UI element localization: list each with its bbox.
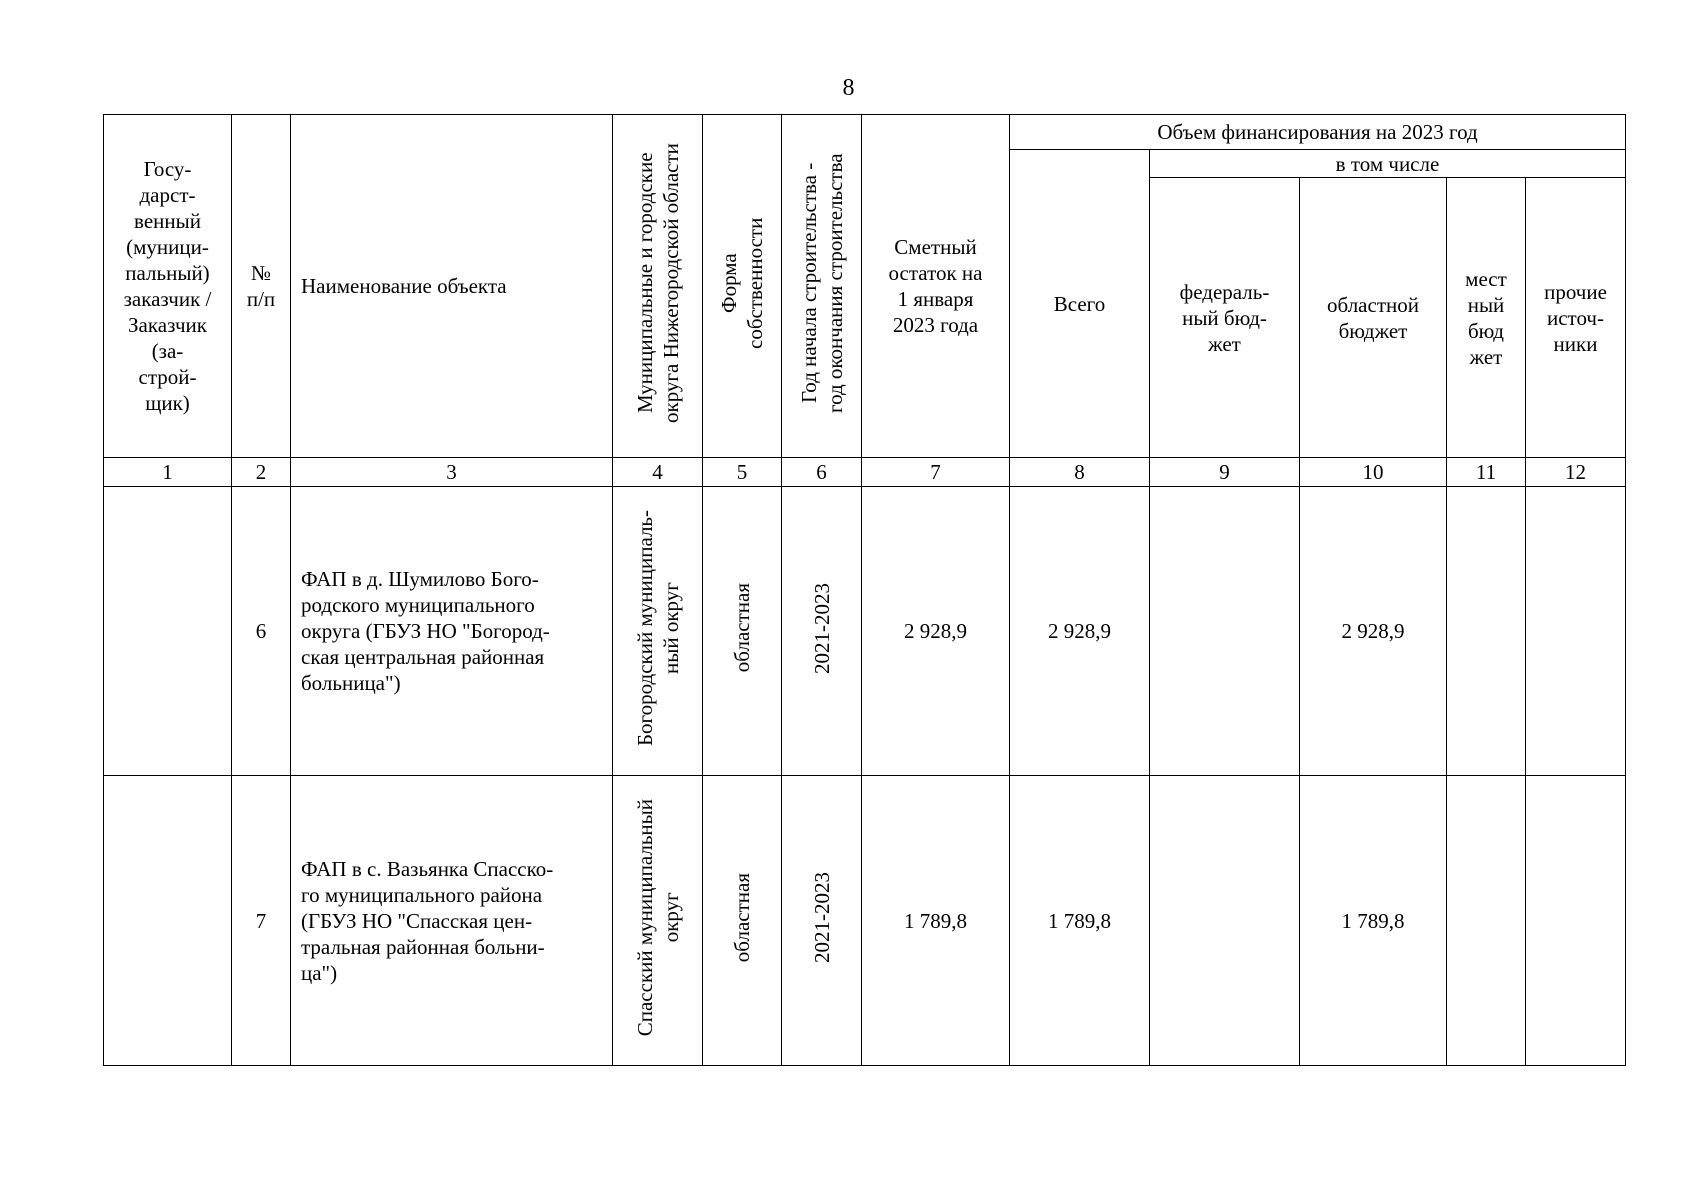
row-years	[782, 487, 862, 776]
row-number: 7	[232, 776, 291, 1066]
header-regional: областной бюджет	[1300, 178, 1447, 458]
column-number: 6	[782, 458, 862, 487]
column-number: 4	[613, 458, 703, 487]
row-total: 1 789,8	[1010, 776, 1150, 1066]
header-municipalities	[613, 115, 703, 458]
row-years-label: 2021-2023	[809, 872, 834, 963]
column-number: 10	[1300, 458, 1447, 487]
row-municipality	[613, 776, 703, 1066]
row-object-name: ФАП в с. Вазьянка Спасско- го муниципального района (ГБУЗ НО "Спасская цен- тральная районная больни- ца")	[291, 776, 613, 1066]
header-including: в том числе	[1150, 150, 1626, 178]
row-ownership-label: областная	[730, 583, 754, 673]
column-number: 7	[862, 458, 1010, 487]
page-number: 8	[842, 75, 855, 101]
header-estimate-balance: Сметный остаток на 1 января 2023 года	[862, 115, 1010, 458]
header-number: № п/п	[232, 115, 291, 458]
row-other	[1526, 776, 1626, 1066]
column-number: 9	[1150, 458, 1300, 487]
header-other: прочие источ- ники	[1526, 178, 1626, 458]
table-row	[104, 776, 1626, 1066]
row-number: 6	[232, 487, 291, 776]
header-years	[782, 115, 862, 458]
row-local	[1447, 487, 1526, 776]
header-municipalities-label: Муниципальные и городские округа Нижегородской области	[632, 143, 683, 423]
header-federal: федераль- ный бюд- жет	[1150, 178, 1300, 458]
row-ownership-label: областная	[730, 872, 754, 963]
row-municipality-label: Богородский муниципаль- ный округ	[632, 509, 683, 746]
column-number: 1	[104, 458, 232, 487]
header-financing-total: Объем финансирования на 2023 год	[1010, 115, 1626, 150]
row-total: 2 928,9	[1010, 487, 1150, 776]
row-regional: 2 928,9	[1300, 487, 1447, 776]
row-ownership	[703, 776, 782, 1066]
row-object-name: ФАП в д. Шумилово Бого- родского муниципального округа (ГБУЗ НО "Богород- ская центральная районная больница")	[291, 487, 613, 776]
row-local	[1447, 776, 1526, 1066]
column-number: 3	[291, 458, 613, 487]
column-number: 5	[703, 458, 782, 487]
header-object-name: Наименование объекта	[291, 115, 613, 458]
header-years-label: Год начала строительства - год окончания строительства	[796, 153, 847, 413]
column-number: 11	[1447, 458, 1526, 487]
row-ownership	[703, 487, 782, 776]
header-ownership-label: Форма собственности	[717, 217, 767, 349]
row-years-label: 2021-2023	[809, 582, 834, 674]
row-federal	[1150, 487, 1300, 776]
header-total: Всего	[1010, 150, 1150, 458]
column-number: 8	[1010, 458, 1150, 487]
row-regional: 1 789,8	[1300, 776, 1447, 1066]
header-ownership	[703, 115, 782, 458]
row-customer	[104, 487, 232, 776]
header-customer: Госу- дарст- венный (муници- пальный) заказчик / Заказчик (за- строй- щик)	[104, 115, 232, 458]
header-local: мест ный бюд жет	[1447, 178, 1526, 458]
row-municipality	[613, 487, 703, 776]
column-number: 12	[1526, 458, 1626, 487]
row-municipality-label: Спасский муниципальный округ	[632, 798, 683, 1037]
row-other	[1526, 487, 1626, 776]
row-customer	[104, 776, 232, 1066]
row-estimate-balance: 1 789,8	[862, 776, 1010, 1066]
column-number: 2	[232, 458, 291, 487]
row-years	[782, 776, 862, 1066]
row-federal	[1150, 776, 1300, 1066]
table-row	[104, 487, 1626, 776]
row-estimate-balance: 2 928,9	[862, 487, 1010, 776]
financing-table	[103, 114, 1626, 1066]
